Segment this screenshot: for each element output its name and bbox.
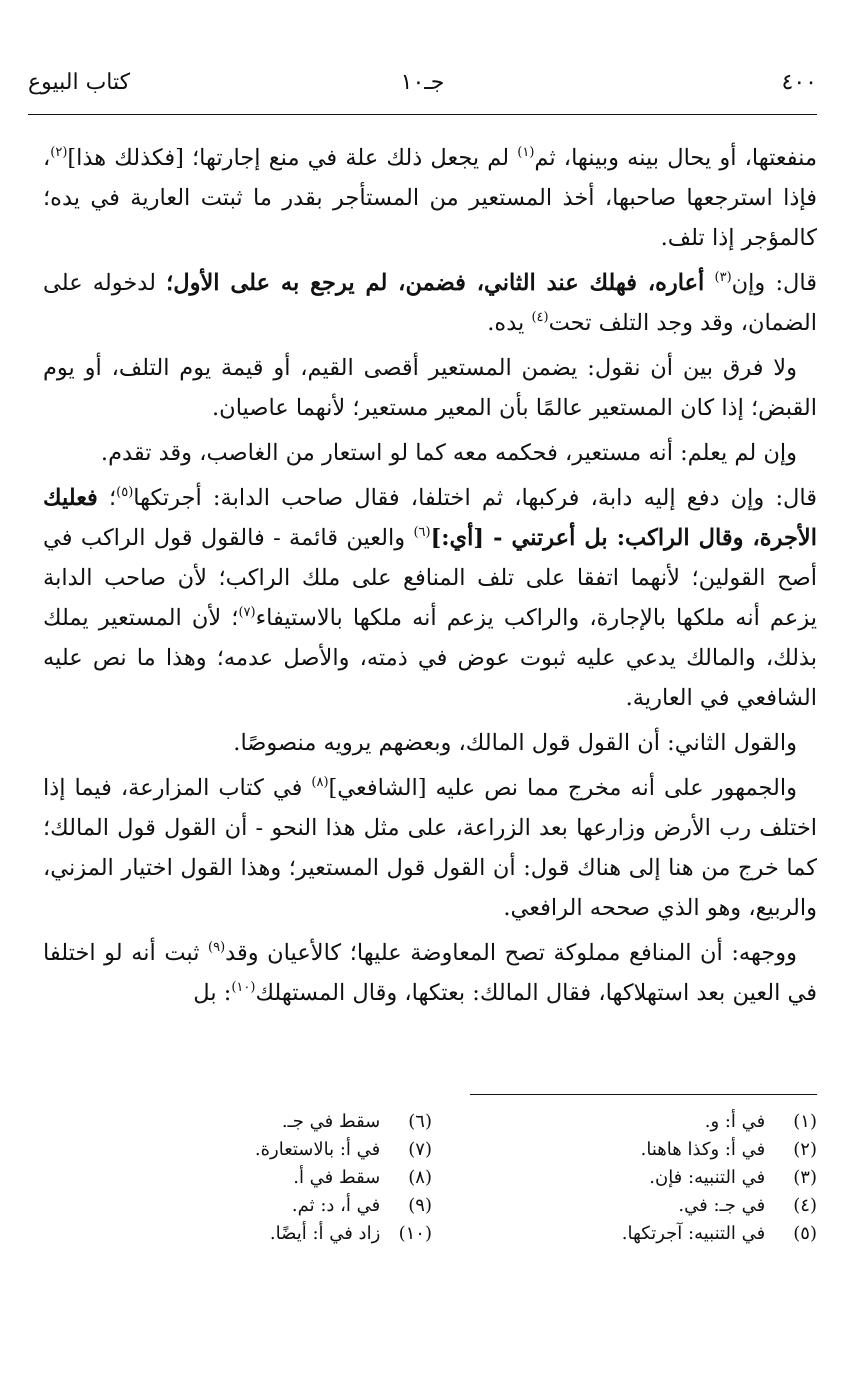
- footnote-number: (٦): [408, 1111, 432, 1132]
- footnotes-column-right: [487, 1108, 817, 1248]
- text-run: قال: وإن: [731, 270, 817, 296]
- footnote-rule: [470, 1094, 817, 1095]
- text-run: لدخوله على الضمان، وقد وجد التلف تحت: [43, 270, 817, 336]
- text-run: قال: وإن دفع إليه دابة، فركبها، ثم اختلفا، فقال صاحب الدابة: أجرتكها: [133, 485, 817, 511]
- text-run: ولا فرق بين أن نقول: يضمن المستعير أقصى القيم، أو قيمة يوم التلف، أو يوم القبض؛ إذا كان المستعير عالمًا بأن المعير مستعير؛ لأنهما عاصيان.: [43, 355, 817, 421]
- footnote-ref: (٥): [116, 485, 134, 500]
- footnote-number: (٢): [793, 1139, 817, 1160]
- paragraph: [43, 723, 817, 763]
- paragraph: [43, 348, 817, 428]
- footnote-text: في أ: بالاستعارة.: [254, 1139, 381, 1160]
- footnote-text: في جـ: في.: [678, 1195, 766, 1216]
- text-run: ، فإذا استرجعها صاحبها، أخذ المستعير من المستأجر بقدر ما ثبتت العارية في يده؛ كالمؤجر إذا تلف.: [43, 145, 817, 251]
- footnote-text: زاد في أ: أيضًا.: [269, 1223, 381, 1244]
- text-run: يده.: [487, 310, 532, 336]
- paragraph: [43, 263, 817, 343]
- matn-text: أعاره، فهلك عند الثاني، فضمن، لم يرجع به على الأول؛: [166, 270, 705, 296]
- footnote-text: في التنبيه: فإن.: [649, 1167, 766, 1188]
- footnote: [487, 1164, 817, 1192]
- footnote: [72, 1108, 432, 1136]
- footnote-text: في أ: و.: [704, 1111, 766, 1132]
- text-run: : بل: [193, 980, 232, 1006]
- footnote-ref: (٨): [311, 775, 329, 790]
- footnotes-column-left: [72, 1108, 432, 1248]
- text-run: والعين قائمة - فالقول قول الراكب في أصح القولين؛ لأنهما اتفقا على تلف المنافع على ملك الراكب؛ لأن صاحب الدابة يزعم أنه ملكها بالإجارة، والراكب يزعم أنه ملكها بالاستيفاء: [43, 525, 817, 631]
- footnote: [72, 1164, 432, 1192]
- text-run: وإن لم يعلم: أنه مستعير، فحكمه معه كما لو استعار من الغاصب، وقد تقدم.: [100, 440, 797, 466]
- footnote: [487, 1220, 817, 1248]
- text-run: في كتاب المزارعة، فيما إذا اختلف رب الأرض وزارعها بعد الزراعة، على مثل هذا النحو - أن القول قول المالك؛ كما خرج من هنا إلى هناك قول: أن القول قول المستعير؛ وهذا القول اختيار المزني، والربيع، وهو الذي صححه الرافعي.: [43, 775, 817, 921]
- header-rule: [28, 114, 817, 115]
- footnote-number: (٤): [793, 1195, 817, 1216]
- book-title: كتاب البيوع: [28, 70, 131, 95]
- paragraph: [43, 768, 817, 928]
- footnote-text: في التنبيه: آجرتكها.: [621, 1223, 766, 1244]
- footnote: [72, 1192, 432, 1220]
- footnote-ref: (٦): [413, 525, 431, 540]
- footnote-text: سقط في جـ.: [281, 1111, 381, 1132]
- text-run: والجمهور على أنه مخرج مما نص عليه [الشافعي]: [328, 775, 798, 801]
- text-run: ثبت أنه لو اختلفا في العين بعد استهلاكها، فقال المالك: بعتكها، وقال المستهلك: [43, 940, 817, 1006]
- footnote-ref: (٣): [714, 270, 732, 285]
- footnote-ref: (٩): [208, 940, 226, 955]
- footnote-ref: (٤): [531, 310, 549, 325]
- footnote-ref: (٢): [50, 145, 68, 160]
- text-run: [704, 270, 714, 296]
- text-run: والقول الثاني: أن القول قول المالك، وبعضهم يرويه منصوصًا.: [233, 730, 797, 756]
- footnote-number: (٥): [793, 1223, 817, 1244]
- footnote-number: (٧): [408, 1139, 432, 1160]
- footnote-number: (١): [793, 1111, 817, 1132]
- text-run: منفعتها، أو يحال بينه وبينها، ثم: [534, 145, 817, 171]
- paragraph: [43, 433, 817, 473]
- footnote-number: (٩): [408, 1195, 432, 1216]
- footnote-ref: (١): [517, 145, 535, 160]
- paragraph: [43, 138, 817, 258]
- footnote-text: سقط في أ.: [293, 1167, 381, 1188]
- footnote: [487, 1108, 817, 1136]
- paragraph: [43, 933, 817, 1013]
- text-run: ؛ لأن المستعير يملك بذلك، والمالك يدعي عليه ثبوت عوض في ذمته، والأصل عدمه؛ وهذا ما نص عليه الشافعي في العارية.: [43, 605, 817, 711]
- footnote: [72, 1136, 432, 1164]
- text-run: لم يجعل ذلك علة في منع إجارتها؛ [فكذلك هذا]: [67, 145, 518, 171]
- footnote-number: (٨): [408, 1167, 432, 1188]
- footnote-text: في أ: وكذا هاهنا.: [640, 1139, 766, 1160]
- footnote-ref: (٧): [238, 605, 256, 620]
- footnote-number: (١٠): [398, 1223, 432, 1244]
- footnote-text: في أ، د: ثم.: [291, 1195, 381, 1216]
- matn-text: فعليك الأجرة، وقال الراكب: بل أعرتني - [أي:]: [43, 485, 817, 551]
- main-text: [43, 138, 817, 1018]
- text-run: ؛: [97, 485, 117, 511]
- footnote: [487, 1192, 817, 1220]
- footnote: [72, 1220, 432, 1248]
- text-run: ووجهه: أن المنافع مملوكة تصح المعاوضة عليها؛ كالأعيان وقد: [225, 940, 797, 966]
- footnote: [487, 1136, 817, 1164]
- page-header: [28, 64, 817, 106]
- paragraph: [43, 478, 817, 718]
- footnote-number: (٣): [793, 1167, 817, 1188]
- footnote-ref: (١٠): [231, 980, 256, 995]
- volume-number: جـ١٠: [400, 70, 445, 95]
- page-number: ٤٠٠: [781, 70, 817, 95]
